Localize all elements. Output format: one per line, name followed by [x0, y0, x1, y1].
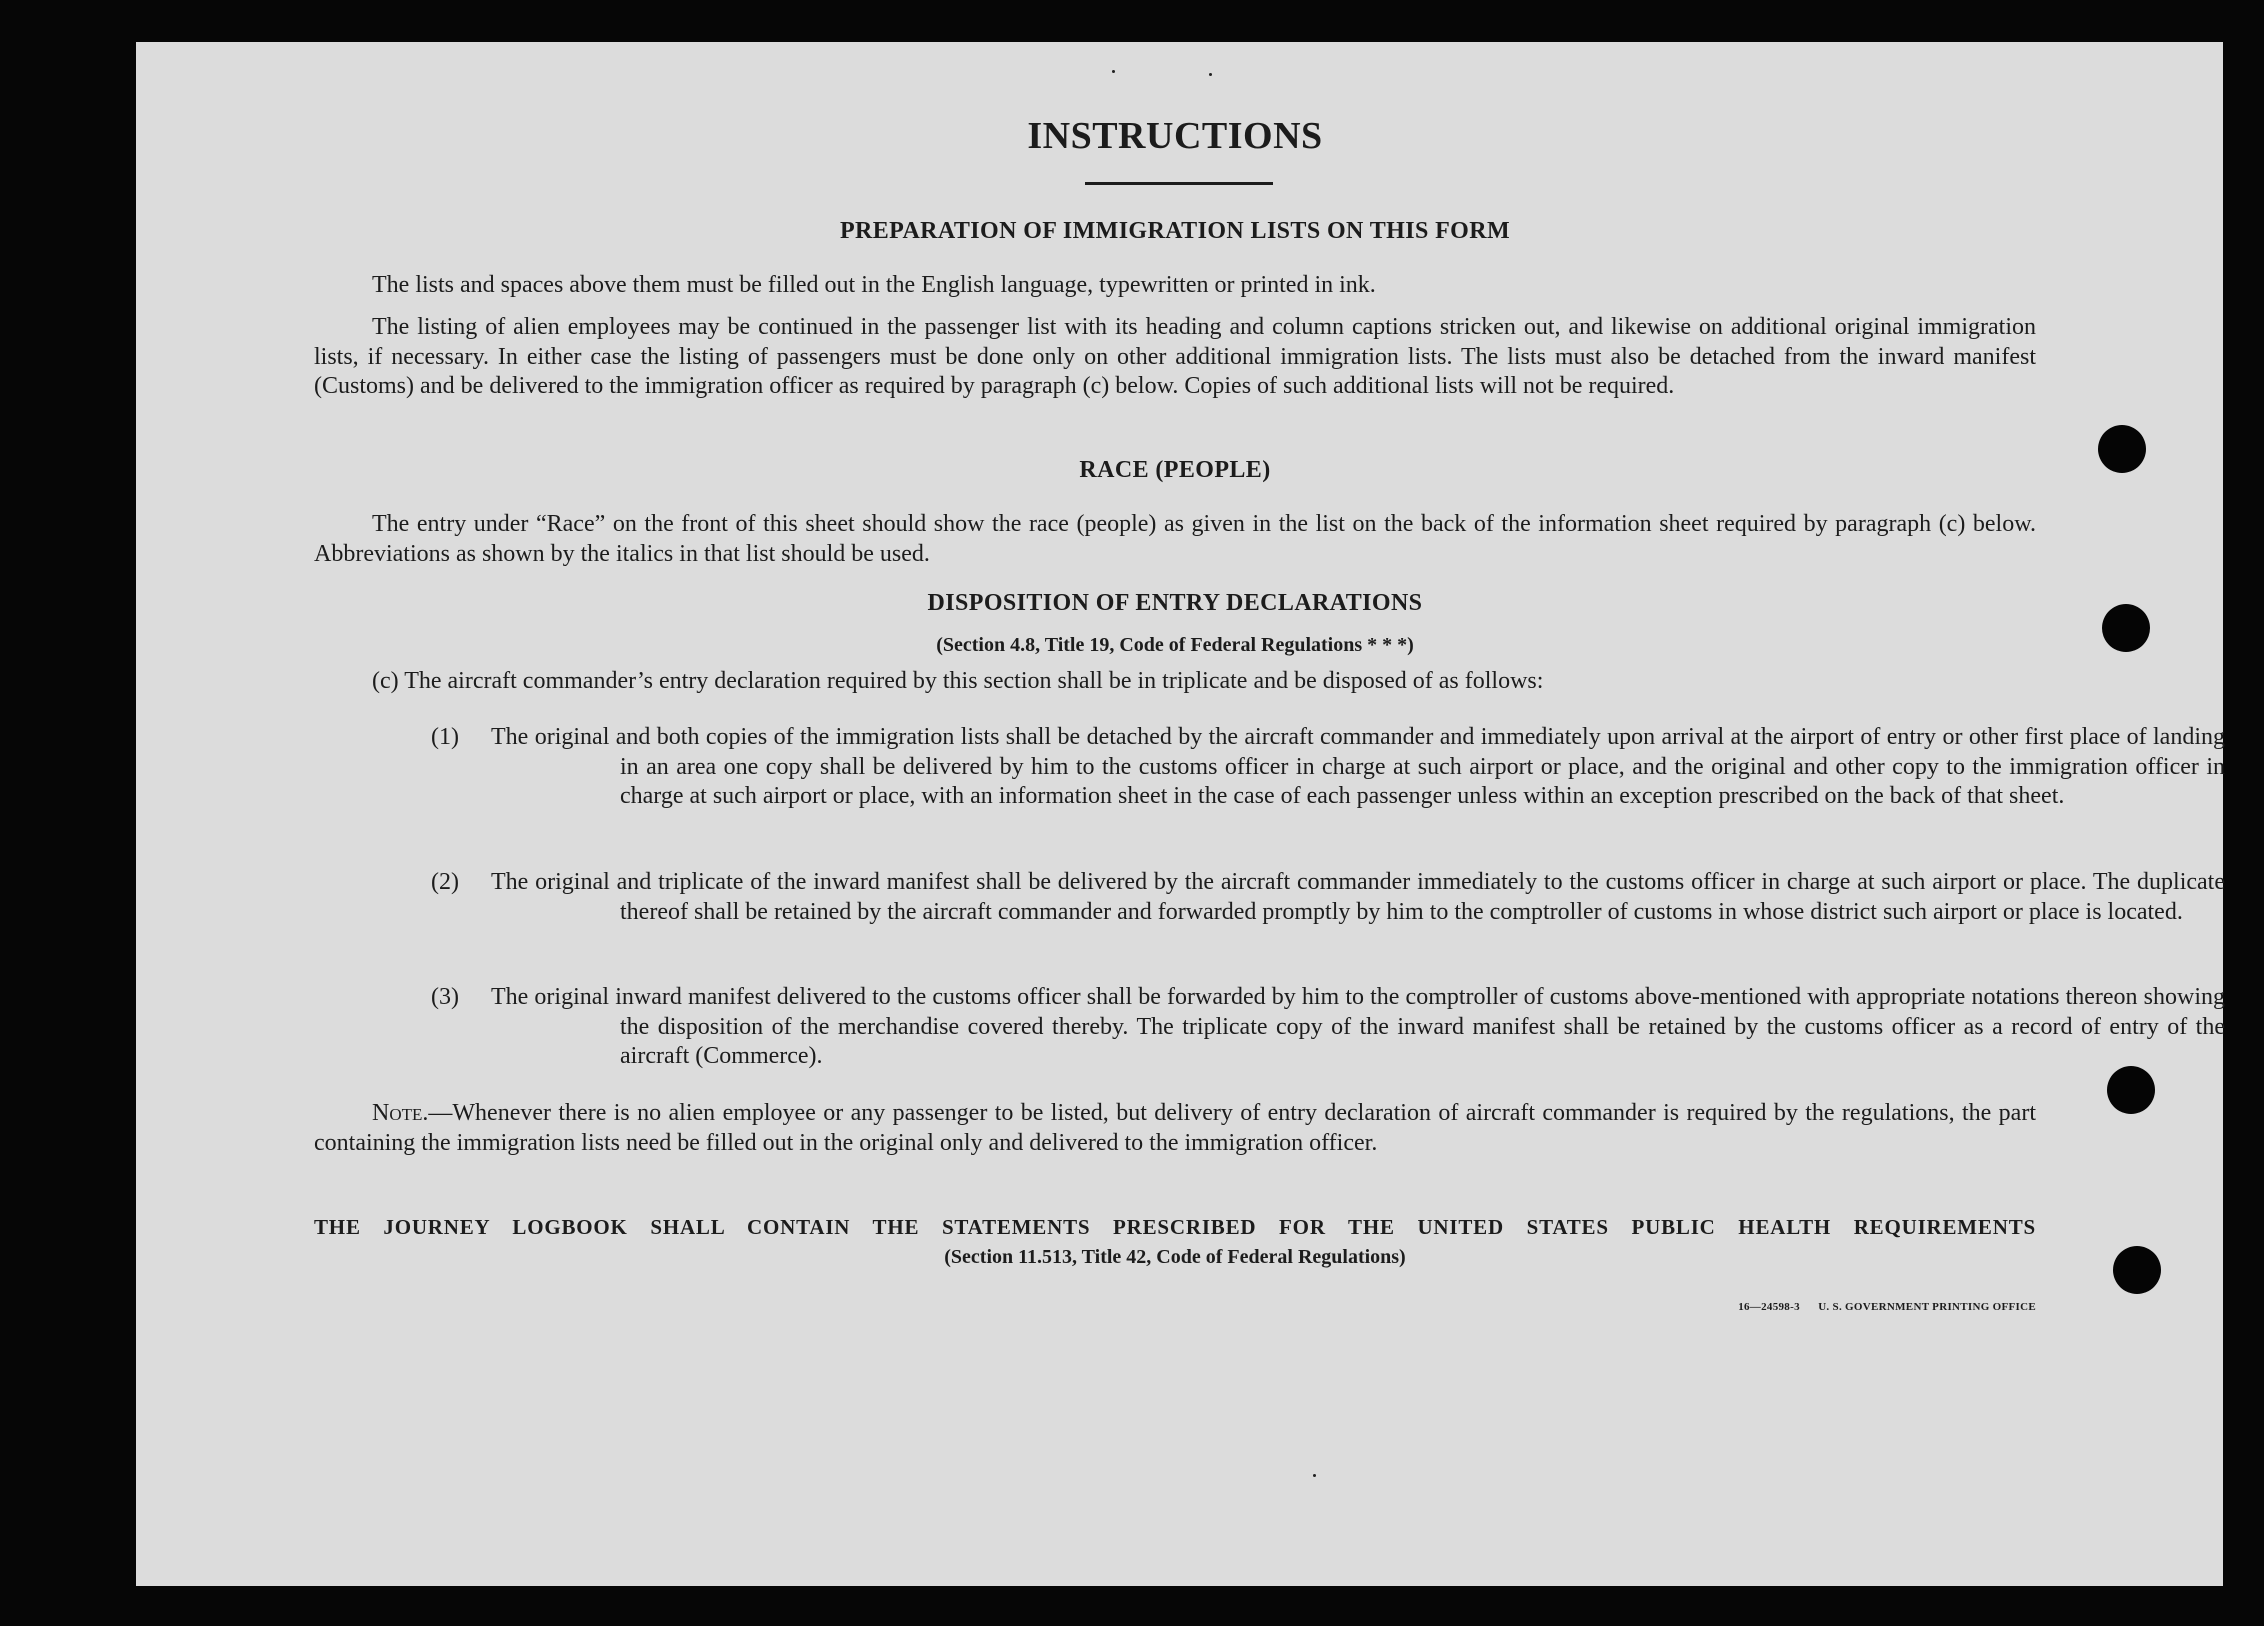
title-rule	[1085, 182, 1273, 185]
paragraph: The lists and spaces above them must be filled out in the English language, typewritten or printed in ink.	[372, 272, 1376, 298]
printer-imprint	[1665, 1301, 2036, 1313]
form-number: 16—24598-3	[1738, 1301, 1800, 1313]
paragraph-c	[372, 667, 2036, 697]
item-number: (2)	[431, 869, 459, 895]
item-number: (3)	[431, 984, 459, 1010]
note-paragraph	[314, 1099, 2036, 1158]
paragraph: The listing of alien employees may be continued in the passenger list with its heading and column captions stricken out, and likewise on additional original immigration lists, if necessary. In either case the listing of passengers must be done only on other additional immigration lists. The lists must also be detached from the inward manifest (Customs) and be delivered to the immigration officer as required by paragraph (c) below. Copies of such additional lists will not be required.	[314, 314, 2036, 399]
binder-hole	[2098, 425, 2146, 473]
health-requirements-heading: THE JOURNEY LOGBOOK SHALL CONTAIN THE STATEMENTS PRESCRIBED FOR THE UNITED STATES PUBLIC HEALTH REQUIREMENTS	[314, 1215, 2036, 1239]
item-text: The original and triplicate of the inward manifest shall be delivered by the aircraft commander immediately to the customs officer in charge at such airport or place. The duplicate thereof shall be retained by the aircraft commander and forwarded promptly by him to the comptroller of customs in whose district such airport or place is located.	[491, 869, 2225, 925]
section-heading-preparation: PREPARATION OF IMMIGRATION LISTS ON THIS FORM	[839, 218, 1511, 244]
note-label: Note.	[372, 1100, 429, 1126]
health-citation: (Section 11.513, Title 42, Code of Federal Regulations)	[944, 1246, 1406, 1268]
note-text: —Whenever there is no alien employee or any passenger to be listed, but delivery of entry declaration of aircraft commander is required by the regulations, the part containing the immigration lists need be filled out in the original only and delivered to the immigration officer.	[314, 1100, 2036, 1156]
speck	[1112, 70, 1115, 73]
document-sheet	[136, 42, 2223, 1586]
binder-hole	[2107, 1066, 2155, 1114]
page-title: INSTRUCTIONS	[1027, 115, 1323, 157]
list-item	[431, 868, 2225, 927]
item-text: The original inward manifest delivered to the customs officer shall be forwarded by him to the comptroller of customs above-mentioned with appropriate notations thereon showing the disposition of the merchandise covered thereby. The triplicate copy of the inward manifest shall be retained by the customs officer as a record of entry of the aircraft (Commerce).	[491, 984, 2225, 1069]
item-text: The original and both copies of the immigration lists shall be detached by the aircraft commander and immediately upon arrival at the airport of entry or other first place of landing in an area one copy shall be delivered by him to the customs officer in charge at such airport or place, and the original and other copy to the immigration officer in charge at such airport or place, with an information sheet in the case of each passenger unless within an exception prescribed on the back of that sheet.	[491, 724, 2225, 809]
paragraph: The entry under “Race” on the front of this sheet should show the race (people) as given in the list on the back of the information sheet required by paragraph (c) below. Abbreviations as shown by the italics in that list should be used.	[314, 511, 2036, 567]
section-heading-race: RACE (PEOPLE)	[1079, 457, 1271, 483]
binder-hole	[2113, 1246, 2161, 1294]
paragraph-text: The aircraft commander’s entry declaration required by this section shall be in triplicate and be disposed of as follows:	[404, 668, 1544, 694]
binder-hole	[2102, 604, 2150, 652]
item-number: (1)	[431, 724, 459, 750]
section-heading-disposition: DISPOSITION OF ENTRY DECLARATIONS	[927, 590, 1423, 616]
speck	[1313, 1474, 1316, 1477]
paragraph-label: (c)	[372, 668, 399, 694]
speck	[1209, 73, 1212, 76]
regulation-citation: (Section 4.8, Title 19, Code of Federal Regulations * * *)	[936, 634, 1414, 656]
list-item	[431, 983, 2225, 1072]
printer-name: U. S. GOVERNMENT PRINTING OFFICE	[1818, 1301, 2036, 1313]
list-item	[431, 723, 2225, 812]
